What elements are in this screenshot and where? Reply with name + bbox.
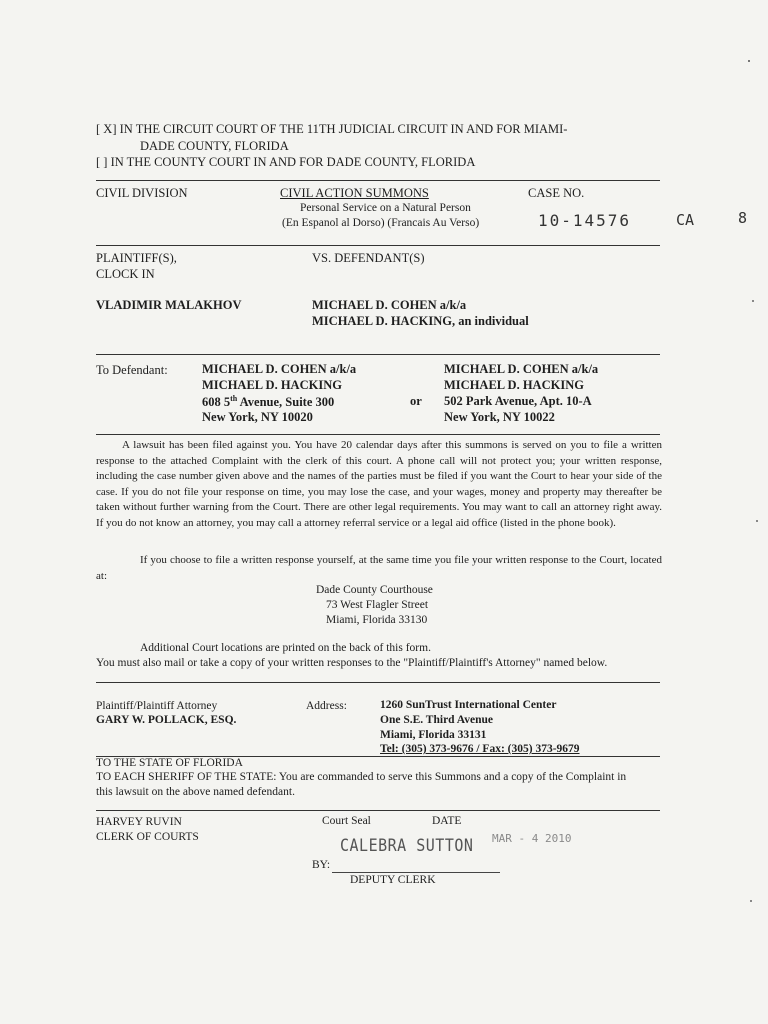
plaintiff-name: VLADIMIR MALAKHOV <box>96 298 242 312</box>
additional-locations: Additional Court locations are printed on the back of this form. <box>140 642 431 654</box>
courthouse-city: Miami, Florida 33130 <box>326 614 428 626</box>
divider <box>96 682 660 683</box>
service-type: Personal Service on a Natural Person <box>300 202 471 214</box>
divider <box>96 245 660 246</box>
right-address-3: 502 Park Avenue, Apt. 10-A <box>444 394 592 408</box>
date-label: DATE <box>432 815 462 827</box>
response-instructions: If you choose to file a written response yourself, at the same time you file your written response to the Court, located at: <box>96 554 662 582</box>
signature-line <box>332 872 500 873</box>
county-court-line: [ ] IN THE COUNTY COURT IN AND FOR DADE COUNTY, FLORIDA <box>96 155 476 169</box>
left-address-2: MICHAEL D. HACKING <box>202 378 342 392</box>
lawsuit-notice: A lawsuit has been filed against you. You have 20 calendar days after this summons is served on you to file a written response to the attached Complaint with the clerk of this court. A phone call will not protect you; your written response, including the case number given above and the names of the parties must be filed if you want the Court to hear your side of the case. If you do not file your response on time, you may lose the case, and your wages, money and property may thereafter be taken without further warning from the Court. There are other legal requirements. You may want to call an attorney right away. If you do not know an attorney, you may call a attorney referral service or a legal aid office (listed in the phone book). <box>96 439 662 529</box>
by-label: BY: <box>312 859 331 871</box>
deputy-clerk-label: DEPUTY CLERK <box>350 874 436 886</box>
state-heading: TO THE STATE OF FLORIDA <box>96 757 243 769</box>
case-no-label: CASE NO. <box>528 186 585 200</box>
sheriff-command: TO EACH SHERIFF OF THE STATE: You are commanded to serve this Summons and a copy of the Complaint in <box>96 771 627 783</box>
divider <box>96 180 660 181</box>
attorney-address-3: Miami, Florida 33131 <box>380 729 487 741</box>
left-address-3 <box>202 394 334 410</box>
clerk-title: CLERK OF COURTS <box>96 831 199 843</box>
scan-speck <box>748 60 750 62</box>
date-stamp: MAR - 4 2010 <box>492 832 572 845</box>
defendant-name-2: MICHAEL D. HACKING, an individual <box>312 314 529 328</box>
court-circuit-line: [ X] IN THE CIRCUIT COURT OF THE 11TH JUDICIAL CIRCUIT IN AND FOR MIAMI- <box>96 122 568 136</box>
court-seal-label: Court Seal <box>322 815 371 827</box>
clerk-name-stamp: CALEBRA SUTTON <box>340 834 474 856</box>
right-address-4: New York, NY 10022 <box>444 410 555 424</box>
case-number-stamp: 10-14576 <box>538 211 632 230</box>
address-label: Address: <box>306 700 347 712</box>
vs-label: VS. DEFENDANT(S) <box>312 251 425 265</box>
right-address-2: MICHAEL D. HACKING <box>444 378 584 392</box>
to-defendant-label: To Defendant: <box>96 363 168 377</box>
left-address-1: MICHAEL D. COHEN a/k/a <box>202 362 357 376</box>
courthouse-name: Dade County Courthouse <box>316 584 433 596</box>
divider <box>96 354 660 355</box>
scan-speck <box>750 900 752 902</box>
clerk-name: HARVEY RUVIN <box>96 816 182 828</box>
divider <box>96 810 660 811</box>
defendant-name-1: MICHAEL D. COHEN a/k/a <box>312 298 467 312</box>
divider <box>96 434 660 435</box>
courthouse-street: 73 West Flagler Street <box>326 599 429 611</box>
left-address-4: New York, NY 10020 <box>202 410 313 424</box>
attorney-phone: Tel: (305) 373-9676 / Fax: (305) 373-9679 <box>380 743 580 755</box>
right-address-1: MICHAEL D. COHEN a/k/a <box>444 362 599 376</box>
street-rest: Avenue, Suite 300 <box>237 395 335 410</box>
attorney-address-1: 1260 SunTrust International Center <box>380 699 557 711</box>
or-label: or <box>410 394 422 408</box>
case-suffix-stamp: CA <box>676 211 695 229</box>
clock-in-label: CLOCK IN <box>96 267 155 281</box>
scan-speck <box>752 300 754 302</box>
attorney-address-2: One S.E. Third Avenue <box>380 714 494 726</box>
scan-speck <box>756 520 758 522</box>
summons-title: CIVIL ACTION SUMMONS <box>280 186 429 200</box>
plaintiff-label: PLAINTIFF(S), <box>96 251 177 265</box>
street-number: 608 5 <box>202 395 231 410</box>
court-county-line: DADE COUNTY, FLORIDA <box>140 139 289 153</box>
language-note: (En Espanol al Dorso) (Francais Au Verso) <box>282 217 480 229</box>
mail-instructions: You must also mail or take a copy of your written responses to the "Plaintiff/Plaintiff's Attorney" named below. <box>96 657 608 669</box>
attorney-name: GARY W. POLLACK, ESQ. <box>96 714 237 726</box>
case-code-stamp: 8 <box>738 209 748 227</box>
civil-division: CIVIL DIVISION <box>96 186 188 200</box>
ordinal-suffix: th <box>230 394 238 403</box>
sheriff-command-2: this lawsuit on the above named defendant. <box>96 786 295 798</box>
attorney-label: Plaintiff/Plaintiff Attorney <box>96 700 218 712</box>
